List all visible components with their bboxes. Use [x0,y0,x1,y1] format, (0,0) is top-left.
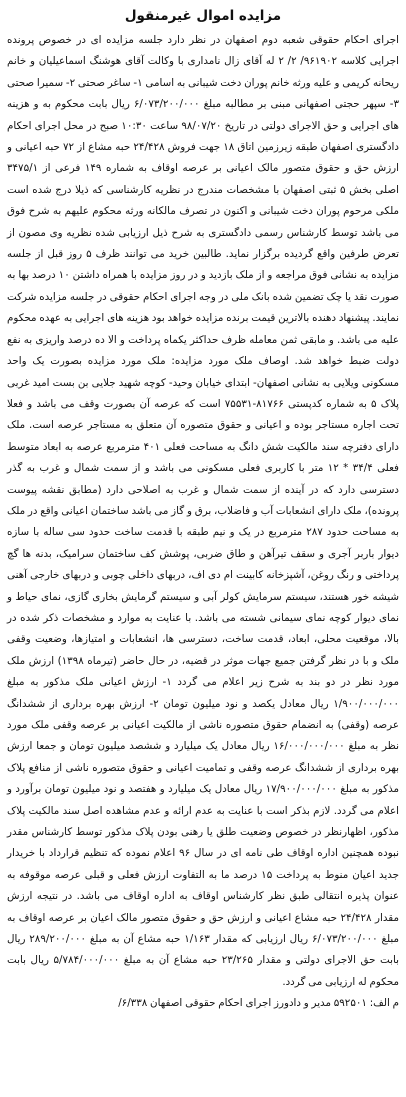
notice-body [7,30,399,1015]
notice-title: مزایده اموال غیرمنقول [124,8,282,24]
notice-footer: م الف: ۵۹۲۵۰۱ مدیر و دادورز اجرای احکام حقوقی اصفهان ۶/۳۳۸/ [118,997,399,1010]
notice-paragraph: اجرای احکام حقوقی شعبه دوم اصفهان در نظر دارد جلسه مزایده ای در خصوص پرونده اجرایی کلاسه ۹۶۱۹۰۲/ ۲/ ۲ له آقای زال نامداری با وکالت آقای هوشنگ اسماعیلیان و خانم ریحانه کریمی و علیه ورثه خانم پوران دخت شیبانی به اسامی ۱- ساغر صحتی ۲- سمیرا صحتی ۳- سپهر حجتی اصفهانی مبنی بر مطالبه مبلغ ۶/۰۷۳/۲۰۰/۰۰۰ ریال بابت محکوم به و هزینه های اجرایی و حق الاجرای دولتی در تاریخ ۹۸/۰۷/۲۰ ساعت ۱۰:۳۰ صبح در محل اجرای احکام دادگستری اصفهان طبقه زیرزمین اتاق ۱۸ جهت فروش ۲۴/۴۲۸ حبه مشاع از ۷۲ حبه اعیانی و ارزش حق و حقوق متصور مالک اعیانی بر عرصه اوقاف به شماره ۱۴۹ فرعی از ۳۴۷۵/۱ اصلی بخش ۵ ثبتی اصفهان با مشخصات مندرج در نظریه کارشناسی که ذیلا درج شده است ملکی مرحوم پوران دخت شیبانی و اکنون در تصرف مالکانه ورثه محکوم علیهم به شرح فوق می باشد توسط کارشناس رسمی دادگستری به شرح ذیل ارزیابی شده نظریه وی مصون از تعرض طرفین واقع گردیده برگزار نماید. طالبین خرید می توانند ظرف ۵ روز قبل از جلسه مزایده به نشانی فوق مراجعه و از ملک بازدید و در روز مزایده با همراه داشتن ۱۰ درصد بها به صورت نقد یا چک تضمین شده بانک ملی در وجه اجرای احکام حقوقی در جلسه مزایده شرکت نمایند. پیشنهاد دهنده بالاترین قیمت برنده مزایده خواهد بود هزینه های اجرایی به عهده محکوم علیه می باشد. و مابقی ثمن معامله ظرف حداکثر یکماه پرداخت و الا ده درصد واریزی به نفع دولت ضبط خواهد شد. اوصاف ملک مورد مزایده: ملک مورد مزایده بصورت یک واحد مسکونی ویلایی به نشانی اصفهان- ابتدای خیابان وحید- کوچه شهید جلایی بن بست امید غربی پلاک ۵ به شماره کدپستی ۸۱۷۶۶-۷۵۵۳۱ است که عرصه آن بصورت وقف می باشد و فعلا تحت اجاره مستاجر بوده و اعیانی و حقوق متصوره آن متعلق به مستاجر عرصه است. ملک دارای دفترچه سند مالکیت شش دانگ به مساحت فعلی ۴۰۱ مترمربع عرصه به ابعاد متوسط فعلی ۳۴/۴ * ۱۲ متر با کاربری فعلی مسکونی می باشد و از سمت شمال و غرب به گذر دسترسی دارد که در آینده از سمت شمال و غرب به اصلاحی دارد (مطابق نقشه پیوست پرونده)، ملک دارای انشعابات آب و فاضلاب، برق و گاز می باشد ساختمان اعیانی واقع در ملک به مساحت حدود ۲۸۷ مترمربع در یک و نیم طبقه با قدمت ساخت حدود سی ساله با سازه دیوار باربر آجری و سقف تیرآهن و طاق ضربی، پوشش کف ساختمان سرامیک، بدنه ها گچ پرداختی و رنگ روغن، آشپزخانه کابینت ام دی اف، دربهای داخلی چوبی و دربهای خارجی آهنی شیشه خور هستند، سیستم سرمایش کولر آبی و سیستم گرمایش بخاری گازی، نمای حیاط و نمای دیوار کوچه نمای سیمانی شسته می باشد. با عنایت به موارد و مشخصات ذکر شده در بالا، موقعیت محلی، ابعاد، قدمت ساخت، دسترسی ها، انشعابات و امتیازها، وضعیت وقفی ملک و با در نظر گرفتن جمیع جهات موثر در قضیه، در حال حاضر (تیرماه ۱۳۹۸) ارزش ملک مورد نظر در دو بند به شرح زیر اعلام می گردد ۱- ارزش اعیانی ملک مذکور به مبلغ ۱/۹۰۰/۰۰۰/۰۰۰ ریال معادل یکصد و نود میلیون تومان ۲- ارزش بهره برداری از ششدانگ عرصه (وقفی) به انضمام حقوق متصوره ناشی از مالکیت اعیانی بر عرصه وقفی ملک مورد نظر به مبلغ ۱۶/۰۰۰/۰۰۰/۰۰۰ ریال معادل یک میلیارد و ششصد میلیون تومان و جمعا ارزش بهره برداری از ششدانگ عرصه وقفی و تمامیت اعیانی و حقوق متصوره ناشی از منافع پلاک مذکور به مبلغ ۱۷/۹۰۰/۰۰۰/۰۰۰ ریال معادل یک میلیارد و هفتصد و نود میلیون تومان برآورد و اعلام می گردد. لازم بذکر است با عنایت به عدم ارائه و عدم مشاهده اصل سند مالکیت پلاک مذکور، اظهارنظر در خصوص وضعیت طلق یا رهنی بودن پلاک مذکور توسط کارشناس مقدر نبوده همچنین اداره اوقاف طی نامه ای در سال ۹۶ اعلام نموده که تنظیم قرارداد با خریدار جدید اعیان منوط به پرداخت ۱۵ درصد ما به التفاوت ارزش فعلی و قبلی عرصه موقوفه به عنوان پذیره انتقالی طبق نظر کارشناس اوقاف به اداره اوقاف می باشد. در نتیجه ارزش مقدار ۲۴/۴۲۸ حبه مشاع اعیانی و ارزش حق و حقوق متصور مالک اعیان بر عرصه اوقاف به مبلغ ۶/۰۷۳/۲۰۰/۰۰۰ ریال ارزیابی که مقدار ۱/۱۶۳ حبه مشاع آن به مبلغ ۲۸۹/۲۰۰/۰۰۰ ریال بابت حق الاجرای دولتی و مقدار ۲۳/۲۶۵ حبه مشاع آن به مبلغ ۵/۷۸۴/۰۰۰/۰۰۰ ریال بابت محکوم له ارزیابی می گردد. [7,34,400,988]
